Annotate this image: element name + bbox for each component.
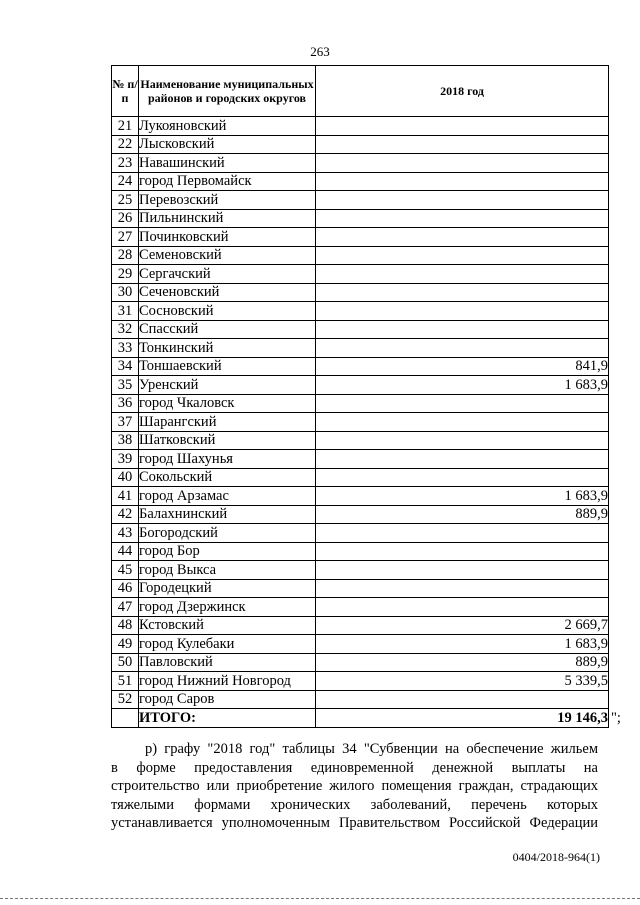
table-row: [112, 542, 609, 561]
row-value: [316, 468, 609, 487]
table-row: [112, 561, 609, 580]
row-value: [316, 228, 609, 247]
row-number: 47: [112, 598, 139, 617]
table-row: [112, 320, 609, 339]
row-name: Шатковский: [139, 431, 316, 450]
row-value: [316, 431, 609, 450]
paragraph-line: строительство или приобретение жилого помещения граждан, страдающих: [111, 778, 598, 794]
row-number: 23: [112, 154, 139, 173]
row-name: Уренский: [139, 376, 316, 395]
table-row: [112, 302, 609, 321]
row-value: 841,9: [316, 357, 609, 376]
paragraph-line: тяжелыми формами хронических заболеваний, перечень которых: [111, 796, 598, 813]
row-value: [316, 413, 609, 432]
table-row: [112, 135, 609, 154]
table-row: [112, 505, 609, 524]
row-value: [316, 302, 609, 321]
row-name: город Первомайск: [139, 172, 316, 191]
table-row: [112, 653, 609, 672]
closing-quote-mark: ";: [611, 710, 621, 726]
table-row: [112, 672, 609, 691]
table-row: [112, 450, 609, 469]
row-name: город Саров: [139, 690, 316, 709]
header-num: № п/п: [112, 66, 139, 117]
row-number: 37: [112, 413, 139, 432]
row-name: город Арзамас: [139, 487, 316, 506]
table-body: [112, 117, 609, 728]
row-value: [316, 598, 609, 617]
row-value: [316, 579, 609, 598]
row-number: 36: [112, 394, 139, 413]
table-row: [112, 154, 609, 173]
row-value: [316, 246, 609, 265]
header-year: 2018 год: [316, 66, 609, 117]
paragraph-line: в форме предоставления единовременной денежной выплаты на: [111, 759, 598, 776]
table-row: [112, 431, 609, 450]
table-row: [112, 172, 609, 191]
row-number: 43: [112, 524, 139, 543]
row-value: [316, 135, 609, 154]
row-value: [316, 690, 609, 709]
row-number: 35: [112, 376, 139, 395]
row-value: [316, 283, 609, 302]
table-row: [112, 265, 609, 284]
row-value: [316, 542, 609, 561]
row-number: 44: [112, 542, 139, 561]
row-value: [316, 339, 609, 358]
table-row: [112, 339, 609, 358]
row-name: Павловский: [139, 653, 316, 672]
row-number: 31: [112, 302, 139, 321]
row-value: [316, 265, 609, 284]
row-number: 45: [112, 561, 139, 580]
table-header-row: [112, 66, 609, 117]
row-value: 5 339,5: [316, 672, 609, 691]
row-name: город Шахунья: [139, 450, 316, 469]
row-number: 51: [112, 672, 139, 691]
row-number: 29: [112, 265, 139, 284]
table-row: [112, 376, 609, 395]
table-row: [112, 283, 609, 302]
row-value: [316, 172, 609, 191]
row-name: город Выкса: [139, 561, 316, 580]
row-number: 50: [112, 653, 139, 672]
row-name: Богородский: [139, 524, 316, 543]
row-name: город Нижний Новгород: [139, 672, 316, 691]
row-value: [316, 394, 609, 413]
row-number: 24: [112, 172, 139, 191]
row-value: [316, 191, 609, 210]
table-row: [112, 468, 609, 487]
row-number: 27: [112, 228, 139, 247]
row-name: Сергачский: [139, 265, 316, 284]
row-number: 42: [112, 505, 139, 524]
row-number: 49: [112, 635, 139, 654]
table-row: [112, 191, 609, 210]
row-name: Пильнинский: [139, 209, 316, 228]
row-value: 889,9: [316, 505, 609, 524]
total-row: [112, 709, 609, 728]
row-name: Навашинский: [139, 154, 316, 173]
row-name: Починковский: [139, 228, 316, 247]
row-name: Тоншаевский: [139, 357, 316, 376]
row-number: 22: [112, 135, 139, 154]
table-row: [112, 209, 609, 228]
header-name: Наименование муниципальных районов и городских округов: [139, 66, 316, 117]
row-value: [316, 117, 609, 136]
paragraph-line: устанавливается уполномоченным Правительством Российской Федерации: [111, 815, 598, 831]
table-row: [112, 228, 609, 247]
table-row: [112, 635, 609, 654]
amendment-paragraph: [111, 740, 598, 833]
table-row: [112, 579, 609, 598]
row-value: 1 683,9: [316, 487, 609, 506]
row-value: 1 683,9: [316, 376, 609, 395]
row-name: город Дзержинск: [139, 598, 316, 617]
row-name: Лукояновский: [139, 117, 316, 136]
footer-divider: [0, 898, 640, 900]
row-name: город Бор: [139, 542, 316, 561]
row-number: 21: [112, 117, 139, 136]
row-value: 2 669,7: [316, 616, 609, 635]
row-name: Сосновский: [139, 302, 316, 321]
row-name: Спасский: [139, 320, 316, 339]
table-row: [112, 598, 609, 617]
table-row: [112, 690, 609, 709]
table-row: [112, 413, 609, 432]
row-number: 38: [112, 431, 139, 450]
paragraph-line: р) графу "2018 год" таблицы 34 "Субвенции на обеспечение жильем: [145, 741, 598, 757]
table-row: [112, 246, 609, 265]
row-number: 26: [112, 209, 139, 228]
row-number: 28: [112, 246, 139, 265]
row-name: Балахнинский: [139, 505, 316, 524]
row-name: Тонкинский: [139, 339, 316, 358]
row-value: [316, 209, 609, 228]
subsidy-table: [111, 65, 609, 728]
row-number: 52: [112, 690, 139, 709]
table-row: [112, 487, 609, 506]
row-number: 34: [112, 357, 139, 376]
row-value: [316, 320, 609, 339]
row-name: город Кулебаки: [139, 635, 316, 654]
total-value: 19 146,3: [316, 709, 609, 728]
table-row: [112, 394, 609, 413]
row-name: Сокольский: [139, 468, 316, 487]
row-value: [316, 154, 609, 173]
row-name: Семеновский: [139, 246, 316, 265]
row-number: 41: [112, 487, 139, 506]
total-label: ИТОГО:: [139, 709, 316, 728]
row-value: [316, 524, 609, 543]
document-code: 0404/2018-964(1): [512, 850, 600, 864]
table-row: [112, 616, 609, 635]
row-number: 25: [112, 191, 139, 210]
row-number: 39: [112, 450, 139, 469]
row-name: Шарангский: [139, 413, 316, 432]
row-value: [316, 561, 609, 580]
table-row: [112, 117, 609, 136]
row-name: Городецкий: [139, 579, 316, 598]
row-name: Перевозский: [139, 191, 316, 210]
row-number: 48: [112, 616, 139, 635]
total-num-empty: [112, 709, 139, 728]
row-name: Сеченовский: [139, 283, 316, 302]
row-number: 30: [112, 283, 139, 302]
row-number: 46: [112, 579, 139, 598]
row-number: 33: [112, 339, 139, 358]
row-name: город Чкаловск: [139, 394, 316, 413]
row-name: Кстовский: [139, 616, 316, 635]
row-number: 32: [112, 320, 139, 339]
row-value: 889,9: [316, 653, 609, 672]
row-name: Лысковский: [139, 135, 316, 154]
row-value: 1 683,9: [316, 635, 609, 654]
table-row: [112, 357, 609, 376]
row-value: [316, 450, 609, 469]
table-row: [112, 524, 609, 543]
row-number: 40: [112, 468, 139, 487]
page-number: 263: [310, 44, 330, 59]
